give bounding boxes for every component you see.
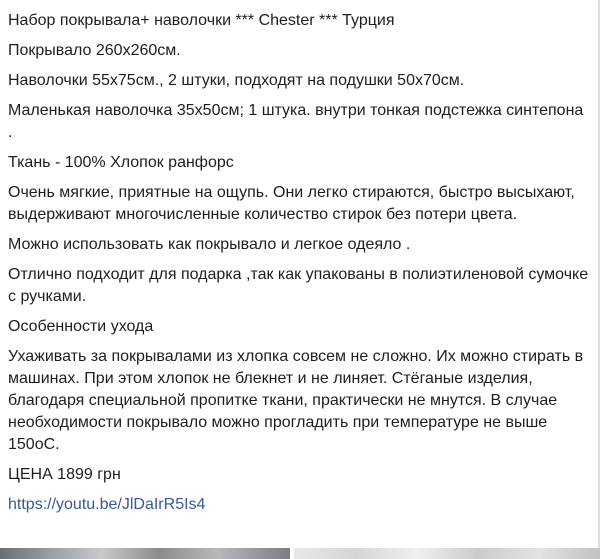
- link-paragraph: [8, 494, 592, 516]
- description-softness: Очень мягкие, приятные на ощупь. Они легко стираются, быстро высыхают, выдерживают многочисленные количество стирок без потери цвета.: [8, 184, 575, 223]
- gift-info: Отлично подходит для подарка ,так как упакованы в полиэтиленовой сумочке с ручками.: [8, 266, 589, 305]
- pillowcases-size: Наволочки 55х75см., 2 штуки, подходят на подушки 50х70см.: [8, 72, 465, 89]
- fabric-info: Ткань - 100% Хлопок ранфорс: [8, 154, 234, 171]
- post-title: Набор покрывала+ наволочки *** Chester *** Турция: [8, 12, 395, 29]
- youtube-link[interactable]: https://youtu.be/JlDaIrR5Is4: [8, 496, 206, 513]
- small-pillowcase-size: Маленькая наволочка 35х50см; 1 штука. внутри тонкая подстежка синтепона .: [8, 102, 584, 141]
- price: ЦЕНА 1899 грн: [8, 466, 121, 483]
- photo-thumbnail[interactable]: [0, 548, 290, 559]
- post-text: [8, 0, 592, 524]
- photo-strip: [0, 548, 600, 559]
- care-instructions: Ухаживать за покрывалами из хлопка совсем не сложно. Их можно стирать в машинах. При этом хлопок не блекнет и не линяет. Стёганые изделия, благодаря специальной пропитке ткани, практически не мнутся. В случае необходимости покрывало можно прогладить при температуре не выше 150оС.: [8, 348, 584, 453]
- usage-info: Можно использовать как покрывало и легкое одеяло .: [8, 236, 411, 253]
- photo-thumbnail[interactable]: [294, 548, 600, 559]
- care-heading: Особенности ухода: [8, 318, 154, 335]
- bedspread-size: Покрывало 260х260см.: [8, 42, 181, 59]
